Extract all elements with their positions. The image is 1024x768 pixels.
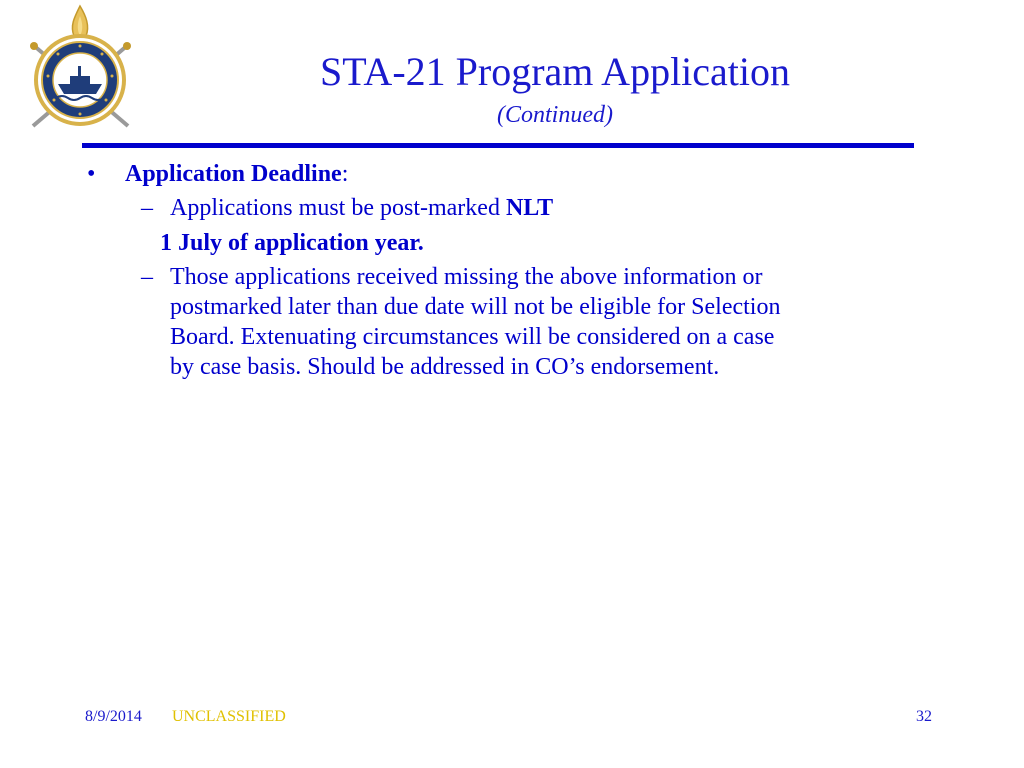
- bullet-colon: :: [341, 161, 349, 187]
- deadline-date: 1 July of application year.: [160, 230, 424, 256]
- sub-bullet-postmark: [170, 193, 910, 223]
- navy-training-command-seal-icon: [18, 2, 143, 132]
- footer-date: 8/9/2014: [85, 708, 142, 725]
- bullet-application-deadline: [125, 159, 348, 189]
- sub-bullet-emphasis: NLT: [505, 195, 554, 221]
- text-line: Those applications received missing the above information or: [170, 264, 763, 290]
- bullet-heading: Application Deadline: [125, 161, 342, 187]
- footer-classification: UNCLASSIFIED: [172, 708, 286, 725]
- sub-bullet-continuation: [160, 228, 900, 258]
- text-line: Board. Extenuating circumstances will be considered on a case: [170, 324, 775, 350]
- page-number: 32: [916, 708, 932, 725]
- slide-title: STA-21 Program Application: [319, 49, 791, 94]
- sub-bullet-text: Applications must be post-marked: [170, 195, 506, 221]
- title-divider: [82, 143, 914, 148]
- bullet-marker: •: [87, 161, 96, 187]
- text-line: by case basis. Should be addressed in CO’s endorsement.: [170, 354, 720, 380]
- dash-marker: –: [141, 264, 153, 290]
- dash-marker: –: [141, 195, 153, 221]
- sub-bullet-late-applications: [170, 262, 910, 382]
- text-line: postmarked later than due date will not be eligible for Selection: [170, 294, 781, 320]
- slide-subtitle: (Continued): [497, 102, 613, 128]
